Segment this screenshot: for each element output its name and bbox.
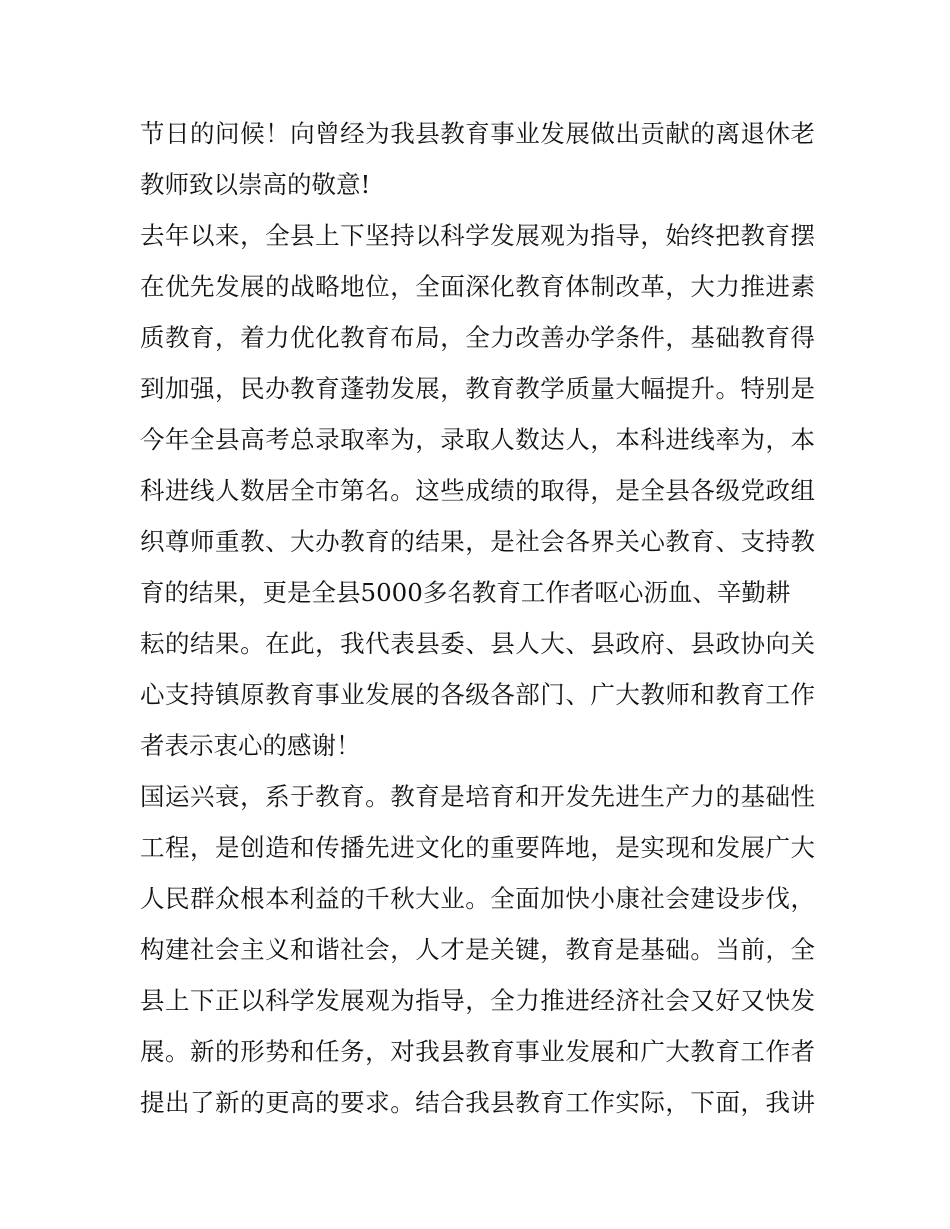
text-line: 展。新的形势和任务，对我县教育事业发展和广大教育工作者 [140,1037,815,1066]
text-line: 到加强，民办教育蓬勃发展，教育教学质量大幅提升。特别是 [140,374,815,403]
text-line: 在优先发展的战略地位，全面深化教育体制改革，大力推进素 [140,272,815,301]
text-line: 织尊师重教、大办教育的结果，是社会各界关心教育、支持教 [140,527,815,556]
text-line: 质教育，着力优化教育布局，全力改善办学条件，基础教育得 [140,323,815,352]
text-line: 人民群众根本利益的千秋大业。全面加快小康社会建设步伐， [140,884,815,913]
text-line: 工程，是创造和传播先进文化的重要阵地，是实现和发展广大 [140,833,815,862]
text-line: 国运兴衰，系于教育。教育是培育和开发先进生产力的基础性 [140,782,815,811]
text-line: 科进线人数居全市第名。这些成绩的取得，是全县各级党政组 [140,476,815,505]
text-line: 节日的问候！向曾经为我县教育事业发展做出贡献的离退休老 [140,119,815,148]
text-line: 提出了新的更高的要求。结合我县教育工作实际，下面，我讲 [140,1088,815,1117]
text-line: 今年全县高考总录取率为，录取人数达人，本科进线率为，本 [140,425,815,454]
text-line: 构建社会主义和谐社会，人才是关键，教育是基础。当前，全 [140,935,815,964]
text-line: 者表示衷心的感谢！ [140,731,361,760]
text-line: 心支持镇原教育事业发展的各级各部门、广大教师和教育工作 [140,680,815,709]
text-line: 县上下正以科学发展观为指导，全力推进经济社会又好又快发 [140,986,815,1015]
text-line: 去年以来，全县上下坚持以科学发展观为指导，始终把教育摆 [140,221,815,250]
text-line: 耘的结果。在此，我代表县委、县人大、县政府、县政协向关 [140,629,815,658]
text-line: 育的结果，更是全县5000多名教育工作者呕心沥血、辛勤耕 [140,578,791,607]
text-line: 教师致以崇高的敬意! [140,170,371,199]
body-text [140,108,815,1128]
